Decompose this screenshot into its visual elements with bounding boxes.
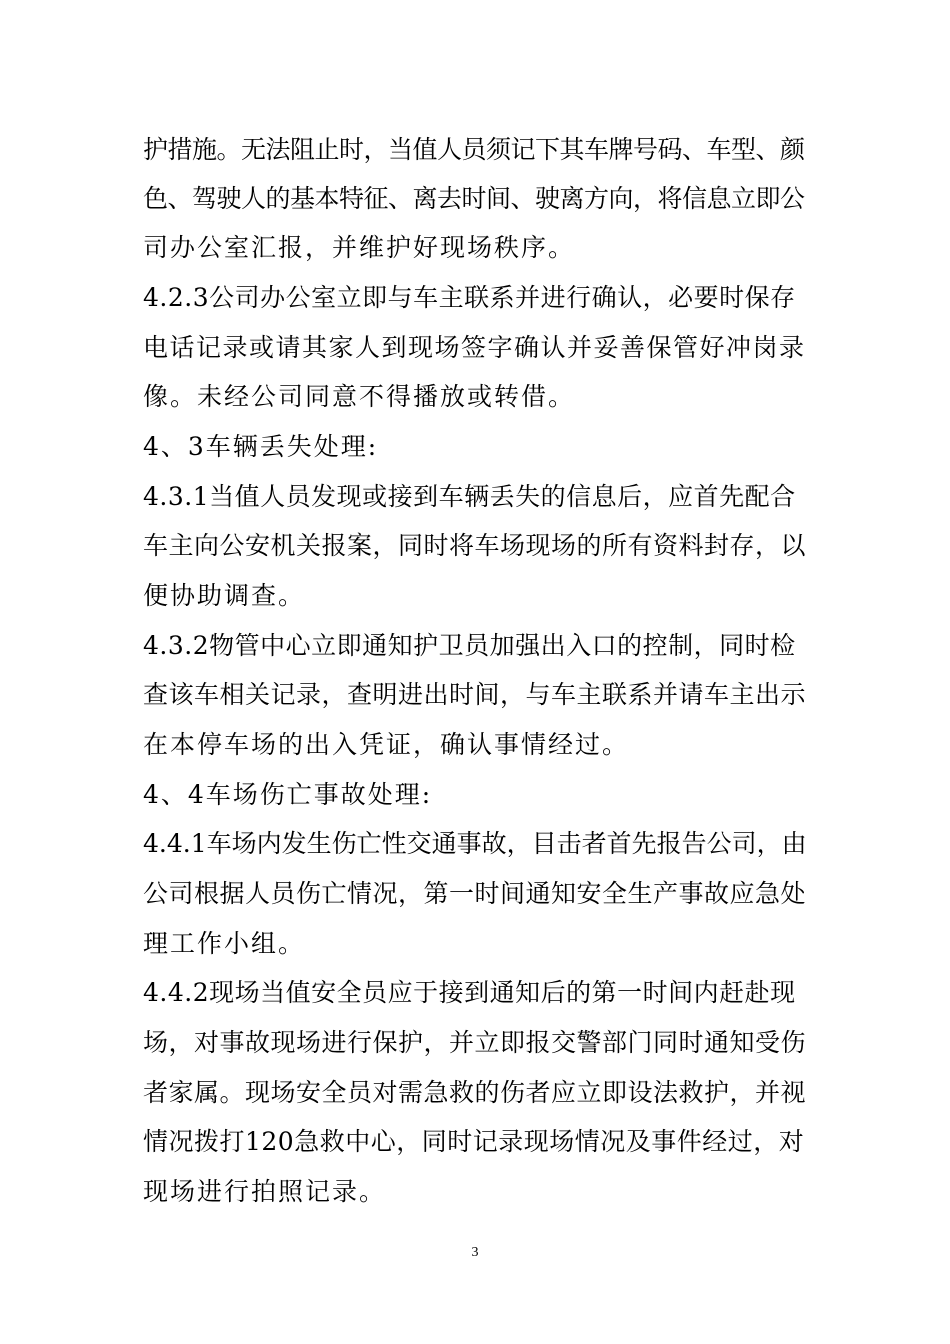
text-line: 车主向公安机关报案，同时将车场现场的所有资料封存，以 (143, 531, 807, 560)
text-line: 司办公室汇报，并维护好现场秩序。 (143, 233, 576, 262)
text-line: 者家属。现场安全员对需急救的伤者应立即设法救护，并视 (143, 1078, 807, 1107)
text-line: 情况拨打120急救中心，同时记录现场情况及事件经过，对 (143, 1127, 805, 1156)
text-line: 色、驾驶人的基本特征、离去时间、驶离方向，将信息立即公 (143, 184, 805, 213)
text-line: 4.2.3公司办公室立即与车主联系并进行确认，必要时保存 (143, 283, 796, 312)
text-line: 像。未经公司同意不得播放或转借。 (143, 382, 576, 411)
text-line: 4.4.1车场内发生伤亡性交通事故，目击者首先报告公司，由 (143, 829, 807, 858)
section-heading: 4、4车场伤亡事故处理: (143, 780, 433, 809)
page-number: 3 (471, 1245, 479, 1260)
text-line: 理工作小组。 (143, 929, 306, 958)
text-line: 电话记录或请其家人到现场签字确认并妥善保管好冲岗录 (143, 333, 806, 362)
text-line: 场，对事故现场进行保护，并立即报交警部门同时通知受伤 (143, 1028, 807, 1057)
text-line: 现场进行拍照记录。 (143, 1177, 387, 1206)
text-line: 护措施。无法阻止时，当值人员须记下其车牌号码、车型、颜 (143, 135, 805, 164)
text-line: 公司根据人员伤亡情况，第一时间通知安全生产事故应急处 (143, 879, 807, 908)
text-line: 便协助调查。 (143, 581, 306, 610)
section-heading: 4、3车辆丢失处理: (143, 432, 379, 461)
text-line: 查该车相关记录，查明进出时间，与车主联系并请车主出示 (143, 680, 807, 709)
text-line: 4.3.2物管中心立即通知护卫员加强出入口的控制，同时检 (143, 631, 796, 660)
text-line: 4.4.2现场当值安全员应于接到通知后的第一时间内赶赴现 (143, 978, 796, 1007)
text-line: 在本停车场的出入凭证，确认事情经过。 (143, 730, 630, 759)
text-line: 4.3.1当值人员发现或接到车辆丢失的信息后，应首先配合 (143, 482, 796, 511)
